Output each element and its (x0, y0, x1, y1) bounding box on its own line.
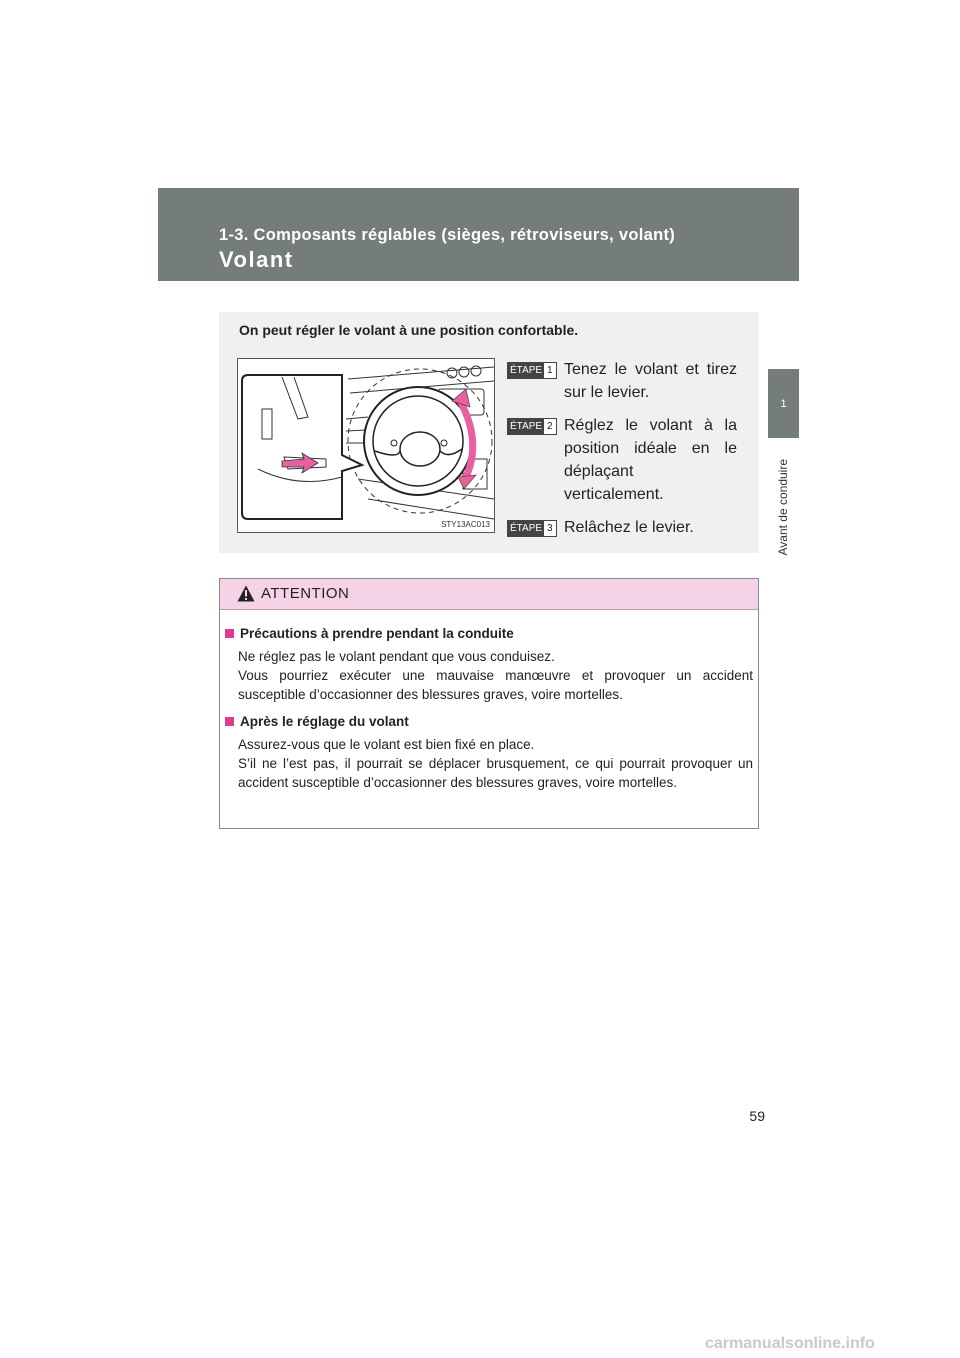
chapter-header (158, 188, 799, 281)
steering-wheel-drawing (238, 359, 494, 532)
step-item (507, 358, 737, 404)
warning-body (220, 610, 758, 792)
intro-section (219, 312, 759, 553)
page-title: Volant (219, 247, 294, 272)
warning-item (225, 712, 753, 792)
bullet-square-icon (225, 717, 234, 726)
warning-triangle-icon (237, 585, 255, 602)
warning-header (220, 579, 758, 610)
step-text: Tenez le volant et tirez sur le levier. (564, 361, 737, 401)
warning-line: Assurez-vous que le volant est bien fixé en place. (238, 737, 535, 752)
warning-item-title: Après le réglage du volant (240, 714, 409, 729)
step-list (507, 358, 737, 549)
warning-item-title: Précautions à prendre pendant la conduite (240, 626, 514, 641)
watermark: carmanualsonline.info (705, 1335, 875, 1352)
step-item (507, 516, 737, 539)
warning-line: S’il ne l’est pas, il pourrait se déplacer brusquement, ce qui pourrait provoquer un accident susceptible d’occasionner des blessures graves, voire mortelles. (238, 756, 753, 790)
step-item (507, 414, 737, 506)
chapter-tab[interactable] (768, 369, 799, 438)
warning-line: Vous pourriez exécuter une mauvaise manœuvre et provoquer un accident susceptible d’occasionner des blessures graves, voire mortelles. (238, 668, 753, 702)
bullet-square-icon (225, 629, 234, 638)
step-badge: ÉTAPE 2 (507, 418, 557, 435)
steering-wheel-illustration (237, 358, 495, 533)
chapter-side-label: Avant de conduire (776, 459, 790, 556)
step-text: Réglez le volant à la position idéale en le déplaçant verticalement. (564, 417, 737, 503)
warning-title: ATTENTION (261, 585, 350, 602)
step-text: Relâchez le levier. (564, 519, 694, 536)
intro-text: On peut régler le volant à une position confortable. (239, 322, 579, 338)
warning-box (219, 578, 759, 829)
illustration-code: STY13AC013 (441, 520, 490, 529)
page-number: 59 (749, 1108, 765, 1124)
section-label: 1-3. Composants réglables (sièges, rétroviseurs, volant) (219, 226, 676, 244)
step-badge: ÉTAPE 3 (507, 520, 557, 537)
step-badge: ÉTAPE 1 (507, 362, 557, 379)
warning-item (225, 624, 753, 704)
warning-line: Ne réglez pas le volant pendant que vous conduisez. (238, 649, 555, 664)
chapter-tab-number: 1 (780, 397, 787, 410)
